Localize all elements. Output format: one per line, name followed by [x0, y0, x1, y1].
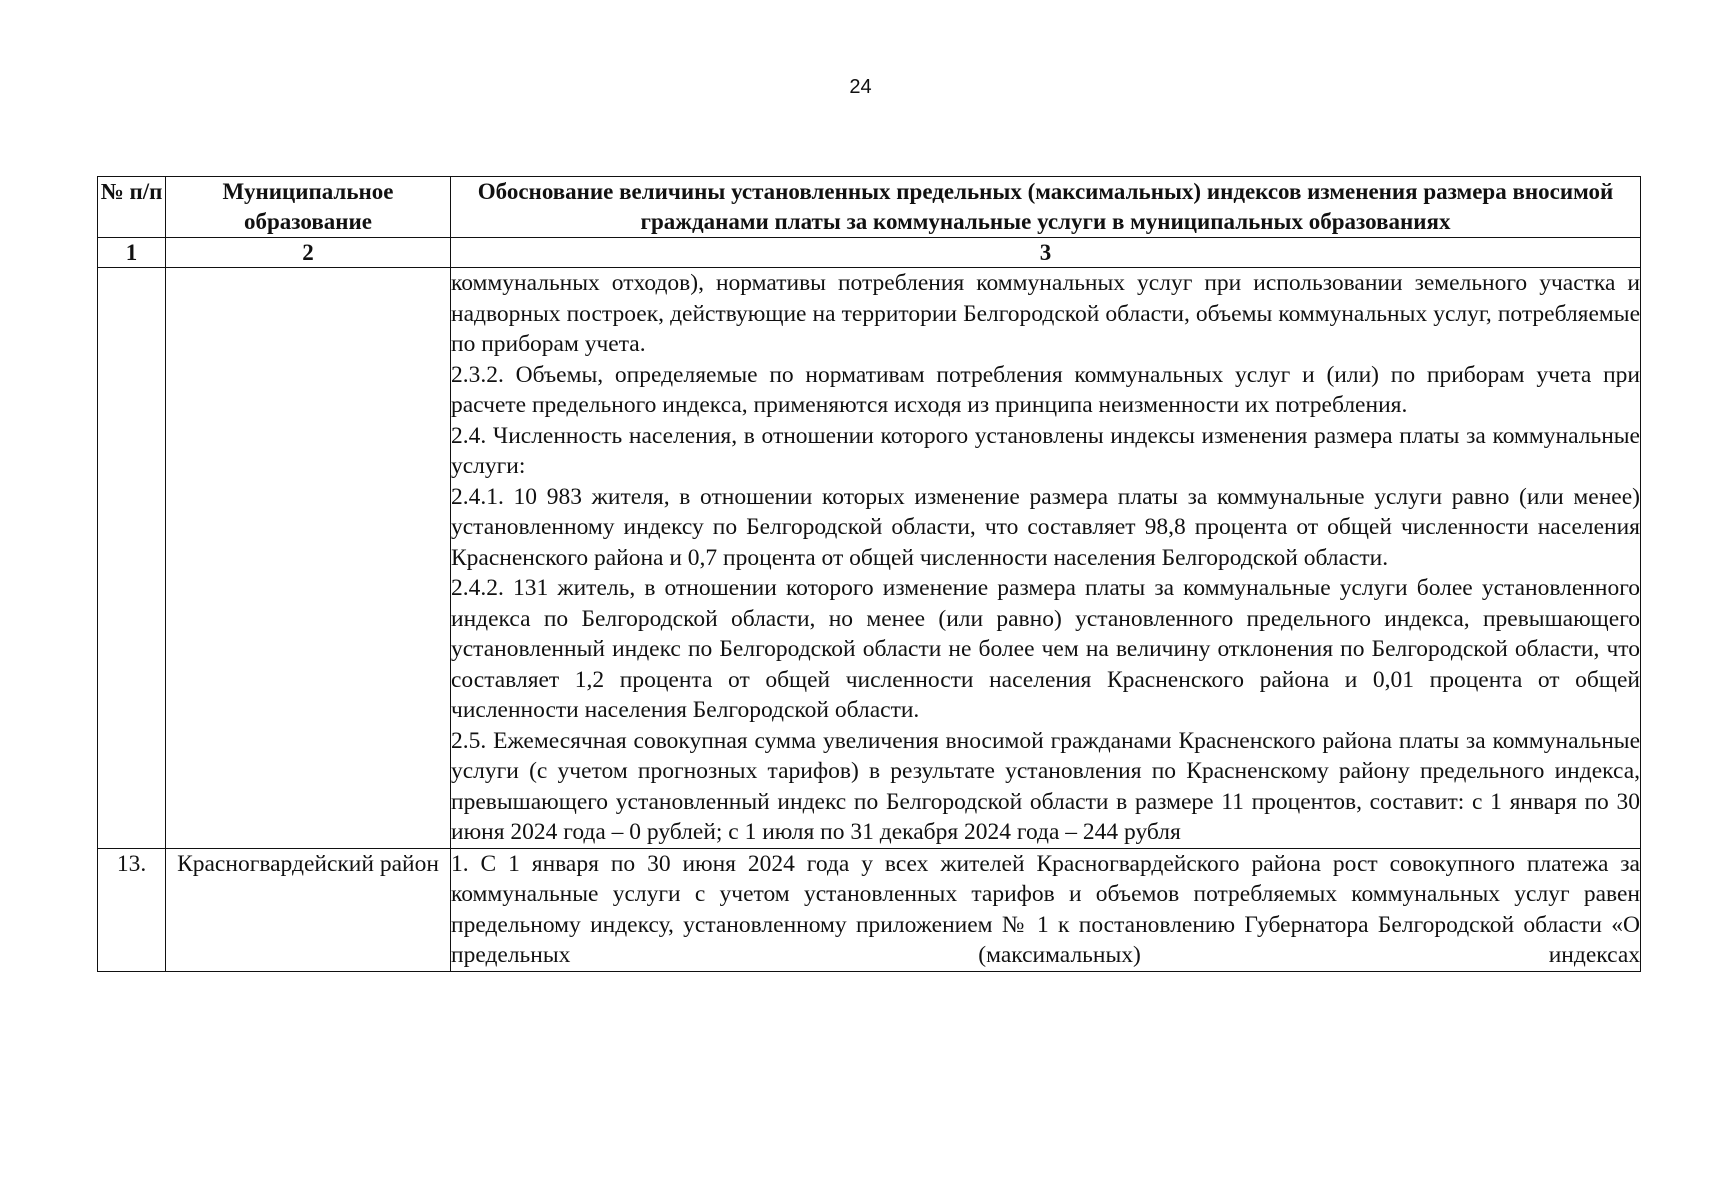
justification-cell — [451, 848, 1641, 971]
municipality-cell: Красногвардейский район — [166, 848, 451, 971]
column-number-2: 2 — [166, 238, 451, 268]
municipality-cell — [166, 268, 451, 849]
column-number-row — [98, 238, 1641, 268]
paragraph-2-4-1: 2.4.1. 10 983 жителя, в отношении которых изменение размера платы за коммунальные услуги равно (или менее) установленному индексу по Белгородской области, что составляет 98,8 процента от общей численности населения Красненского района и 0,7 процента от общей численности населения Белгородской области. — [451, 483, 1640, 571]
header-municipality: Муниципальное образование — [166, 177, 451, 238]
page-number: 24 — [849, 76, 872, 98]
paragraph-communal-waste: коммунальных отходов), нормативы потребления коммунальных услуг при использовании земельного участка и надворных построек, действующие на территории Белгородской области, объемы коммунальных услуг, потребляемые по приборам учета. — [451, 270, 1640, 357]
header-justification: Обоснование величины установленных предельных (максимальных) индексов изменения размера вносимой гражданами платы за коммунальные услуги в муниципальных образованиях — [451, 177, 1641, 238]
table-row-13 — [98, 848, 1641, 971]
table-row-continued — [98, 268, 1641, 849]
tariff-index-table — [97, 176, 1641, 972]
header-number: № п/п — [98, 177, 166, 238]
paragraph-row-13: 1. С 1 января по 30 июня 2024 года у всех жителей Красногвардейского района рост совокупного платежа за коммунальные услуги с учетом установленных тарифов и объемов потребляемых коммунальных услуг равен предельному индексу, установленному приложением № 1 к постановлению Губернатора Белгородской области «О предельных (максимальных) индексах — [451, 850, 1640, 968]
header-row — [98, 177, 1641, 238]
justification-cell — [451, 268, 1641, 849]
paragraph-2-3-2: 2.3.2. Объемы, определяемые по нормативам потребления коммунальных услуг и (или) по приборам учета при расчете предельного индекса, применяются исходя из принципа неизменности их потребления. — [451, 361, 1640, 418]
row-number-cell: 13. — [98, 848, 166, 971]
column-number-3: 3 — [451, 238, 1641, 268]
column-number-1: 1 — [98, 238, 166, 268]
paragraph-2-4-2: 2.4.2. 131 житель, в отношении которого изменение размера платы за коммунальные услуги более установленного индекса по Белгородской области, но менее (или равно) установленного предельного индекса, превышающего установленный индекс по Белгородской области не более чем на величину отклонения по Белгородской области, что составляет 1,2 процента от общей численности населения Красненского района и 0,01 процента от общей численности населения Белгородской области. — [451, 575, 1640, 723]
paragraph-2-5: 2.5. Ежемесячная совокупная сумма увеличения вносимой гражданами Красненского района платы за коммунальные услуги (с учетом прогнозных тарифов) в результате установления по Красненскому району предельного индекса, превышающего установленный индекс по Белгородской области в размере 11 процентов, составит: с 1 января по 30 июня 2024 года – 0 рублей; с 1 июля по 31 декабря 2024 года – 244 рубля — [451, 727, 1640, 845]
paragraph-2-4: 2.4. Численность населения, в отношении которого установлены индексы изменения размера платы за коммунальные услуги: — [451, 422, 1640, 479]
row-number-cell — [98, 268, 166, 849]
